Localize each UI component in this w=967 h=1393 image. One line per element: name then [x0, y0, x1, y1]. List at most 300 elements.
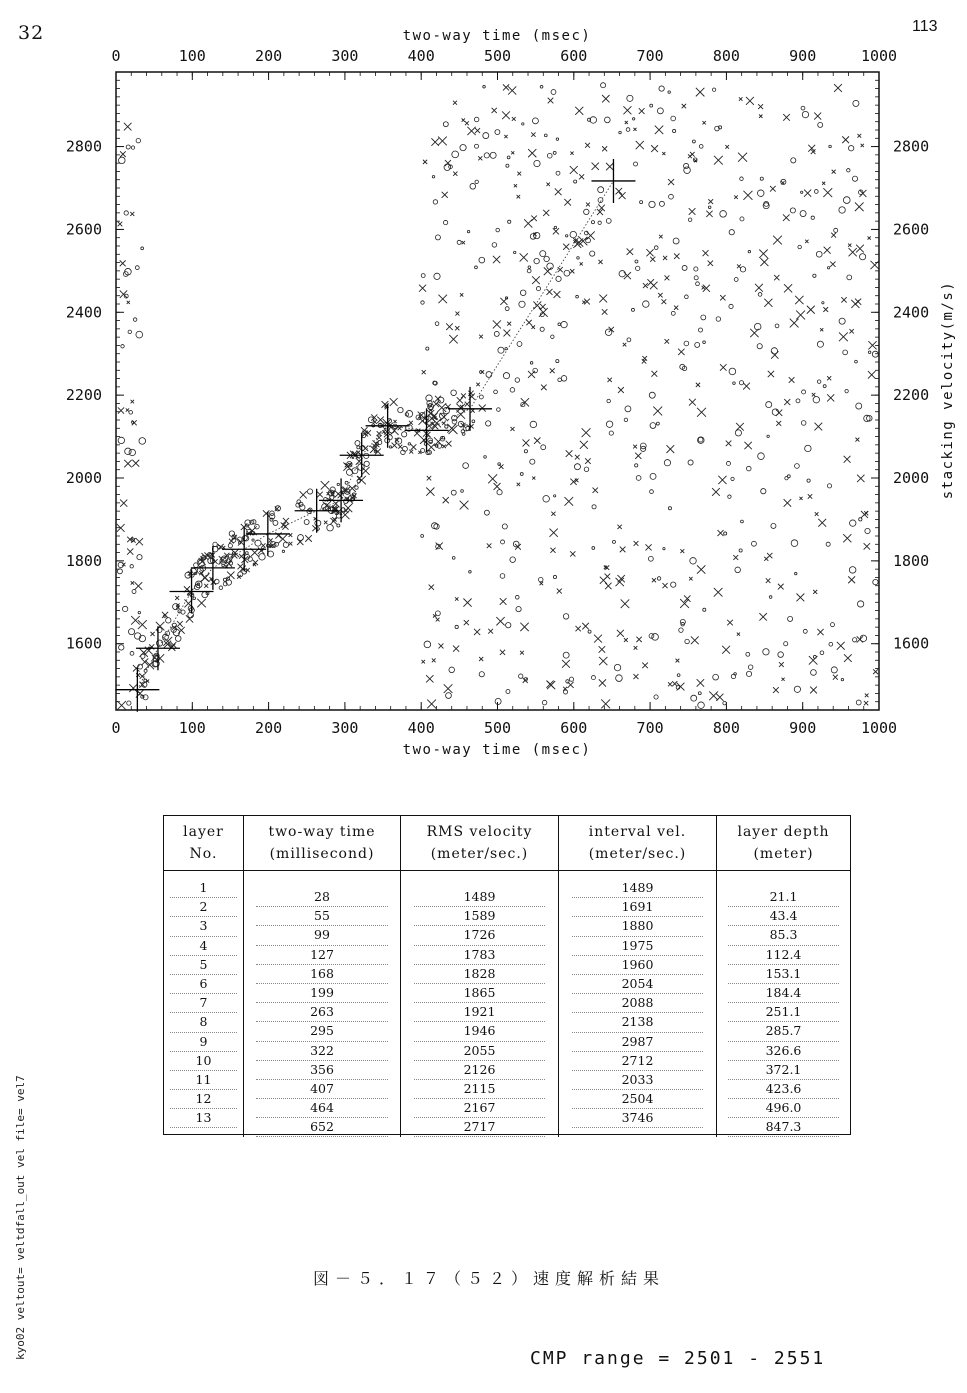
semblance-point-x [462, 241, 465, 244]
semblance-point-o [747, 466, 752, 471]
semblance-point-x [124, 460, 131, 467]
semblance-point-x [570, 551, 575, 556]
semblance-point-x [855, 438, 859, 442]
semblance-point-o [443, 220, 447, 224]
semblance-point-x [820, 328, 823, 331]
semblance-point-o [708, 206, 711, 209]
semblance-point-x [779, 662, 784, 667]
semblance-point-o [556, 171, 560, 175]
page-number-left: 32 [18, 22, 45, 44]
semblance-point-o [452, 419, 457, 424]
semblance-point-o [451, 390, 457, 396]
semblance-point-o [255, 540, 261, 546]
semblance-point-o [635, 266, 639, 270]
semblance-point-o [138, 611, 140, 613]
semblance-point-o [746, 652, 750, 656]
semblance-point-x [580, 262, 583, 265]
semblance-point-o [530, 362, 533, 365]
x-tick-label-bottom: 200 [255, 719, 283, 737]
semblance-point-o [472, 420, 475, 423]
semblance-point-o [569, 677, 573, 681]
y-tick-label-right: 2000 [893, 469, 930, 487]
semblance-point-x [508, 86, 516, 94]
semblance-point-o [729, 368, 736, 375]
semblance-point-x [503, 330, 510, 337]
cell-rms-velocity: 1828 [414, 965, 546, 984]
semblance-point-x [861, 144, 864, 147]
semblance-point-x [848, 244, 851, 247]
semblance-point-x [541, 385, 547, 391]
semblance-point-x [422, 370, 426, 374]
semblance-point-x [455, 597, 458, 600]
semblance-point-x [493, 256, 500, 263]
semblance-point-o [761, 489, 766, 494]
semblance-point-x [229, 539, 234, 544]
semblance-point-o [817, 380, 821, 384]
semblance-point-x [130, 212, 134, 216]
cell-layer-no: 4 [170, 937, 236, 956]
semblance-point-o [496, 228, 500, 232]
semblance-point-x [432, 658, 436, 662]
semblance-point-x [633, 445, 637, 449]
semblance-point-o [540, 251, 546, 257]
semblance-point-x [135, 582, 143, 590]
semblance-point-o [814, 190, 818, 194]
semblance-point-o [688, 218, 692, 222]
semblance-point-x [623, 343, 627, 347]
cell-layer-depth: 251.1 [728, 1003, 840, 1022]
semblance-point-o [795, 464, 800, 469]
semblance-point-x [822, 182, 825, 185]
x-axis-title-top: two-way time (msec) [402, 28, 592, 44]
semblance-point-x [150, 632, 154, 636]
cell-two-way-time: 356 [256, 1061, 387, 1080]
semblance-point-x [602, 309, 608, 315]
semblance-point-o [506, 623, 511, 628]
semblance-point-o [490, 152, 496, 158]
semblance-point-o [801, 106, 805, 110]
semblance-point-o [788, 616, 793, 621]
semblance-point-o [576, 295, 579, 298]
semblance-point-x [733, 555, 738, 560]
semblance-point-o [543, 496, 550, 503]
semblance-point-x [870, 261, 878, 269]
semblance-point-x [651, 145, 658, 152]
semblance-point-x [496, 617, 504, 625]
semblance-point-o [282, 550, 284, 552]
semblance-point-o [517, 342, 522, 347]
col-two-way-time [244, 871, 401, 1138]
semblance-point-o [132, 590, 136, 594]
cell-two-way-time: 199 [256, 984, 387, 1003]
cell-layer-depth: 153.1 [728, 965, 840, 984]
semblance-point-o [252, 539, 254, 541]
semblance-point-o [634, 162, 638, 166]
semblance-point-o [507, 156, 510, 159]
semblance-point-x [708, 261, 713, 266]
semblance-point-x [321, 481, 329, 489]
semblance-point-x [796, 593, 804, 601]
semblance-point-x [678, 349, 684, 355]
semblance-point-x [662, 583, 667, 588]
semblance-point-o [259, 554, 265, 560]
semblance-point-o [540, 327, 544, 331]
x-tick-label-top: 300 [331, 47, 359, 65]
semblance-point-o [136, 331, 143, 338]
semblance-point-o [816, 251, 822, 257]
semblance-point-x [737, 633, 740, 636]
semblance-point-o [434, 273, 440, 279]
semblance-point-x [646, 249, 653, 256]
semblance-point-o [514, 251, 516, 253]
semblance-point-x [429, 585, 434, 590]
semblance-point-x [674, 253, 679, 258]
cell-two-way-time: 407 [256, 1080, 387, 1099]
semblance-point-x [457, 397, 463, 403]
x-tick-label-top: 500 [483, 47, 512, 65]
semblance-point-x [624, 638, 628, 642]
cell-interval-vel: 1960 [572, 956, 704, 975]
semblance-point-x [615, 578, 623, 586]
semblance-point-x [708, 199, 713, 204]
semblance-point-o [508, 220, 511, 223]
semblance-point-o [135, 266, 139, 270]
semblance-point-o [766, 402, 772, 408]
semblance-point-o [677, 674, 680, 677]
semblance-point-x [807, 306, 815, 314]
semblance-point-x [832, 170, 836, 174]
semblance-point-x [663, 256, 667, 260]
y-tick-label-right: 2200 [893, 386, 930, 405]
semblance-point-x [696, 88, 705, 97]
semblance-point-x [474, 629, 480, 635]
semblance-point-o [563, 652, 569, 658]
semblance-point-x [738, 153, 747, 162]
semblance-point-x [464, 620, 469, 625]
semblance-point-o [619, 131, 622, 134]
semblance-point-x [520, 623, 528, 631]
semblance-point-x [460, 501, 469, 510]
y-tick-label-left: 2400 [65, 303, 102, 322]
x-tick-label-bottom: 400 [407, 719, 435, 737]
semblance-point-x [131, 400, 134, 403]
semblance-point-x [547, 681, 555, 689]
semblance-point-x [455, 326, 459, 330]
semblance-point-x [661, 299, 666, 304]
semblance-point-o [798, 245, 802, 249]
semblance-point-o [283, 542, 288, 547]
semblance-point-x [643, 283, 648, 288]
semblance-point-o [516, 606, 521, 611]
cell-rms-velocity: 2055 [414, 1042, 546, 1061]
semblance-point-o [856, 403, 862, 409]
cell-layer-depth: 423.6 [728, 1080, 840, 1099]
semblance-point-o [451, 490, 456, 495]
semblance-point-x [651, 371, 657, 377]
semblance-point-o [772, 409, 778, 415]
semblance-point-o [541, 445, 546, 450]
semblance-point-x [557, 589, 562, 594]
semblance-point-o [598, 187, 604, 193]
semblance-point-x [524, 219, 532, 227]
semblance-point-x [736, 423, 744, 431]
semblance-point-o [673, 129, 676, 132]
semblance-point-o [193, 597, 196, 600]
y-axis-title-right: stacking velocity(m/s) [940, 280, 956, 500]
semblance-point-o [527, 269, 531, 273]
semblance-point-o [443, 122, 448, 127]
semblance-point-x [494, 483, 501, 490]
semblance-point-x [289, 542, 293, 546]
semblance-point-o [656, 422, 659, 425]
cell-rms-velocity: 2115 [414, 1080, 546, 1099]
semblance-point-o [117, 569, 122, 574]
semblance-point-o [664, 460, 670, 466]
semblance-point-o [561, 321, 567, 327]
cell-layer-depth: 326.6 [728, 1042, 840, 1061]
semblance-point-o [800, 211, 806, 217]
semblance-point-x [844, 654, 852, 662]
semblance-point-o [735, 430, 741, 436]
semblance-point-o [760, 177, 763, 180]
semblance-point-x [662, 152, 665, 155]
semblance-point-o [584, 467, 589, 472]
semblance-point-o [713, 674, 719, 680]
semblance-point-o [663, 548, 665, 550]
semblance-point-o [758, 293, 762, 297]
semblance-point-x [398, 445, 402, 449]
semblance-point-x [849, 329, 853, 333]
cell-layer-no: 9 [170, 1033, 236, 1052]
semblance-point-x [837, 642, 845, 650]
semblance-point-o [492, 243, 497, 248]
semblance-point-o [758, 453, 765, 460]
semblance-point-x [177, 621, 183, 627]
semblance-point-o [591, 676, 595, 680]
cell-two-way-time: 263 [256, 1003, 387, 1022]
semblance-point-x [582, 428, 591, 437]
semblance-point-x [520, 651, 524, 655]
semblance-point-x [650, 257, 655, 262]
semblance-point-o [849, 567, 856, 574]
semblance-point-o [345, 481, 348, 484]
semblance-point-x [717, 530, 723, 536]
semblance-point-o [463, 463, 469, 469]
semblance-point-x [526, 320, 531, 325]
semblance-point-o [834, 228, 838, 232]
semblance-point-o [574, 464, 580, 470]
semblance-point-o [790, 208, 795, 213]
semblance-point-x [575, 455, 580, 460]
semblance-point-o [831, 667, 837, 673]
semblance-point-x [633, 674, 638, 679]
semblance-point-x [760, 258, 768, 266]
semblance-point-x [510, 427, 514, 431]
semblance-point-x [120, 260, 126, 266]
semblance-point-o [558, 323, 561, 326]
semblance-point-o [688, 460, 693, 465]
x-tick-label-bottom: 900 [789, 719, 817, 737]
semblance-point-x [621, 599, 630, 608]
semblance-point-x [297, 539, 303, 545]
semblance-point-o [119, 157, 126, 164]
semblance-point-o [304, 520, 309, 525]
cell-two-way-time: 28 [256, 888, 387, 907]
semblance-point-o [457, 240, 461, 244]
semblance-point-x [634, 541, 639, 546]
semblance-point-o [847, 169, 850, 172]
cell-layer-depth: 21.1 [728, 888, 840, 907]
semblance-point-x [625, 121, 628, 124]
semblance-point-o [479, 257, 485, 263]
semblance-point-x [605, 574, 611, 580]
semblance-point-x [433, 614, 436, 617]
semblance-point-o [829, 145, 832, 148]
semblance-point-x [855, 299, 861, 305]
semblance-point-o [229, 531, 234, 536]
semblance-point-x [129, 684, 137, 692]
semblance-point-x [531, 325, 535, 329]
semblance-point-x [553, 291, 560, 298]
semblance-point-x [523, 439, 530, 446]
semblance-point-x [531, 216, 537, 222]
semblance-point-x [546, 183, 549, 186]
cell-layer-no: 6 [170, 975, 236, 994]
semblance-point-o [588, 630, 591, 633]
semblance-point-x [827, 376, 831, 380]
semblance-point-o [720, 211, 727, 218]
semblance-point-x [409, 450, 413, 454]
semblance-point-o [627, 338, 631, 342]
semblance-point-o [669, 194, 674, 199]
semblance-point-o [175, 636, 181, 642]
semblance-point-o [853, 100, 859, 106]
semblance-point-x [305, 535, 312, 542]
semblance-point-x [462, 119, 465, 122]
semblance-point-x [743, 191, 752, 200]
semblance-point-x [617, 525, 621, 529]
semblance-point-x [815, 512, 819, 516]
semblance-point-x [814, 113, 821, 120]
semblance-point-x [499, 464, 504, 469]
semblance-point-x [570, 152, 573, 155]
semblance-point-o [650, 473, 656, 479]
semblance-point-o [740, 177, 744, 181]
semblance-point-x [479, 335, 483, 339]
semblance-point-x [734, 195, 738, 199]
semblance-point-o [820, 651, 824, 655]
semblance-point-o [510, 557, 516, 563]
semblance-point-o [848, 146, 853, 151]
y-tick-label-right: 1600 [893, 634, 930, 653]
semblance-point-o [551, 335, 554, 338]
semblance-point-x [567, 682, 573, 688]
semblance-point-x [739, 97, 743, 101]
semblance-point-o [604, 117, 610, 123]
semblance-point-x [689, 577, 692, 580]
semblance-point-x [848, 576, 855, 583]
semblance-point-x [855, 202, 864, 211]
semblance-point-o [421, 535, 424, 538]
semblance-point-x [176, 603, 179, 606]
semblance-point-o [479, 395, 483, 399]
semblance-point-x [627, 248, 634, 255]
semblance-point-o [357, 446, 360, 449]
semblance-point-o [856, 700, 861, 705]
semblance-point-x [553, 228, 559, 234]
semblance-point-x [696, 383, 700, 387]
semblance-point-o [554, 495, 556, 497]
semblance-point-x [564, 199, 571, 206]
cell-rms-velocity: 1726 [414, 926, 546, 945]
semblance-point-x [175, 596, 179, 600]
semblance-point-o [650, 490, 654, 494]
semblance-point-o [716, 317, 721, 322]
x-tick-label-bottom: 300 [331, 719, 359, 737]
cell-layer-no: 1 [170, 879, 236, 898]
y-tick-label-right: 2800 [893, 137, 930, 156]
semblance-point-x [323, 502, 331, 510]
x-tick-label-top: 100 [178, 47, 206, 65]
semblance-point-o [826, 542, 830, 546]
semblance-point-o [435, 235, 440, 240]
semblance-point-o [684, 341, 689, 346]
semblance-point-o [139, 438, 146, 445]
semblance-point-x [411, 444, 417, 450]
semblance-point-o [739, 549, 742, 552]
semblance-point-x [580, 441, 588, 449]
cell-two-way-time: 295 [256, 1022, 387, 1041]
semblance-point-o [845, 389, 848, 392]
semblance-point-o [818, 122, 823, 127]
semblance-point-x [511, 151, 514, 154]
semblance-point-x [390, 427, 398, 435]
semblance-point-x [344, 504, 352, 512]
semblance-point-o [268, 551, 274, 557]
semblance-point-x [645, 544, 651, 550]
semblance-point-o [739, 381, 743, 385]
semblance-point-o [724, 532, 727, 535]
semblance-point-x [605, 583, 611, 589]
semblance-point-o [127, 701, 131, 705]
semblance-point-o [612, 540, 615, 543]
y-tick-label-left: 2200 [65, 386, 102, 405]
y-tick-label-right: 2400 [893, 303, 930, 322]
semblance-point-x [439, 643, 444, 648]
semblance-point-o [624, 418, 627, 421]
semblance-point-x [789, 377, 795, 383]
semblance-point-x [431, 138, 438, 145]
semblance-point-x [598, 260, 602, 264]
semblance-point-o [734, 673, 737, 676]
semblance-point-o [480, 371, 483, 374]
semblance-point-x [550, 368, 555, 373]
semblance-point-o [758, 190, 765, 197]
semblance-point-o [813, 396, 819, 402]
semblance-point-x [592, 163, 599, 170]
cell-interval-vel: 2033 [572, 1071, 704, 1090]
semblance-point-x [394, 420, 397, 423]
semblance-point-x [461, 393, 466, 398]
semblance-point-o [813, 655, 816, 658]
semblance-point-o [865, 528, 870, 533]
cell-rms-velocity: 1921 [414, 1003, 546, 1022]
semblance-point-x [127, 301, 130, 304]
semblance-point-x [865, 694, 869, 698]
semblance-point-x [563, 244, 569, 250]
semblance-point-x [558, 267, 563, 272]
semblance-point-o [500, 574, 505, 579]
